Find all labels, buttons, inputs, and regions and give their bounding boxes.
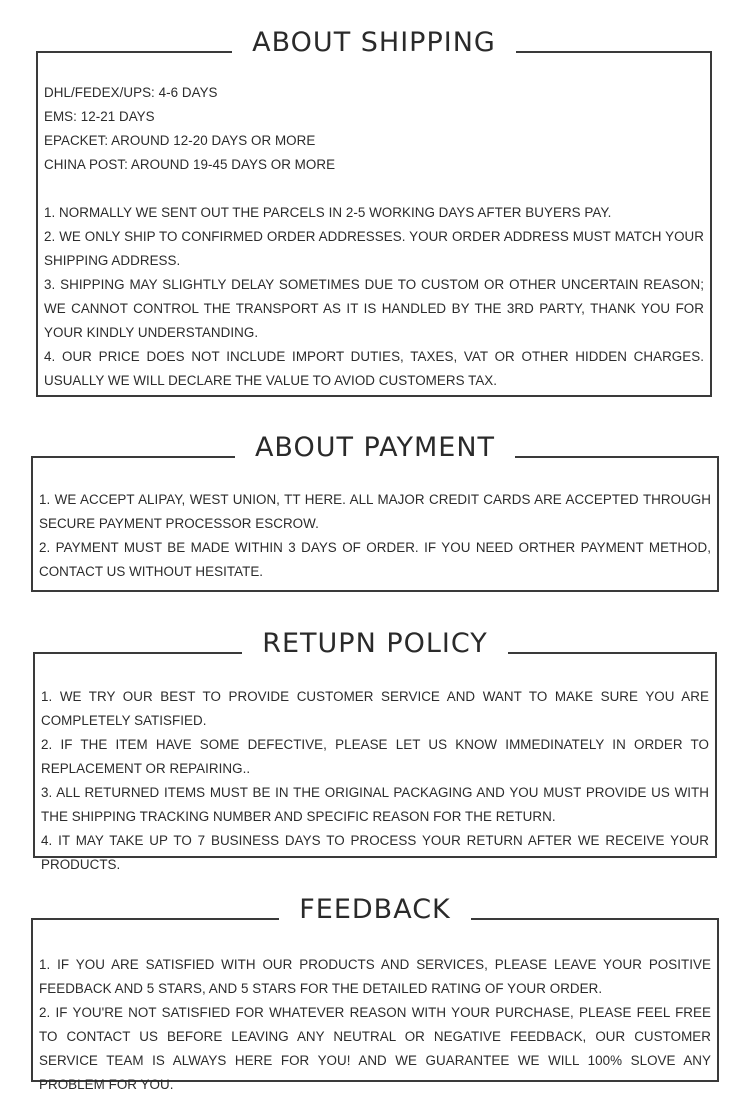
shipping-section (36, 27, 712, 397)
return-policy-note: 2. IF THE ITEM HAVE SOME DEFECTIVE, PLEASE LET US KNOW IMMEDINATELY IN ORDER TO REPLACEMENT OR REPAIRING.. (41, 737, 709, 776)
feedback-title-row (33, 890, 717, 930)
payment-title: ABOUT PAYMENT (235, 428, 515, 468)
feedback-title: FEEDBACK (279, 890, 471, 930)
shipping-method: EMS: 12-21 DAYS (44, 109, 155, 124)
shipping-body (44, 81, 704, 393)
payment-note: 1. WE ACCEPT ALIPAY, WEST UNION, TT HERE. ALL MAJOR CREDIT CARDS ARE ACCEPTED THROUGH SECURE PAYMENT PROCESSOR ESCROW. (39, 492, 711, 531)
feedback-note: 2. IF YOU'RE NOT SATISFIED FOR WHATEVER REASON WITH YOUR PURCHASE, PLEASE FEEL FREE TO CONTACT US BEFORE LEAVING ANY NEUTRAL OR NEGATIVE FEEDBACK, OUR CUSTOMER SERVICE TEAM IS ALWAYS HERE FOR YOU! AND WE GUARANTEE WE WILL 100% SLOVE ANY PROBLEM FOR YOU. (39, 1005, 711, 1092)
return-policy-note: 4. IT MAY TAKE UP TO 7 BUSINESS DAYS TO PROCESS YOUR RETURN AFTER WE RECEIVE YOUR PRODUCTS. (41, 833, 709, 872)
shipping-method: CHINA POST: AROUND 19-45 DAYS OR MORE (44, 157, 336, 172)
return-policy-body (41, 685, 709, 877)
shipping-title: ABOUT SHIPPING (232, 23, 516, 63)
return-policy-section (33, 628, 717, 872)
payment-body (39, 488, 711, 584)
return-policy-note: 1. WE TRY OUR BEST TO PROVIDE CUSTOMER SERVICE AND WANT TO MAKE SURE YOU ARE COMPLETELY SATISFIED. (41, 689, 709, 728)
shipping-method: DHL/FEDEX/UPS: 4-6 DAYS (44, 85, 218, 100)
shipping-note: 1. NORMALLY WE SENT OUT THE PARCELS IN 2-5 WORKING DAYS AFTER BUYERS PAY. (44, 205, 612, 220)
return-policy-note: 3. ALL RETURNED ITEMS MUST BE IN THE ORIGINAL PACKAGING AND YOU MUST PROVIDE US WITH THE SHIPPING TRACKING NUMBER AND SPECIFIC REASON FOR THE RETURN. (41, 785, 709, 824)
payment-note: 2. PAYMENT MUST BE MADE WITHIN 3 DAYS OF ORDER. IF YOU NEED ORTHER PAYMENT METHOD, CONTACT US WITHOUT HESITATE. (39, 540, 711, 579)
feedback-note: 1. IF YOU ARE SATISFIED WITH OUR PRODUCTS AND SERVICES, PLEASE LEAVE YOUR POSITIVE FEEDBACK AND 5 STARS, AND 5 STARS FOR THE DETAILED RATING OF YOUR ORDER. (39, 957, 711, 996)
feedback-body (39, 953, 711, 1097)
return-policy-title-row (35, 624, 715, 664)
shipping-note: 3. SHIPPING MAY SLIGHTLY DELAY SOMETIMES DUE TO CUSTOM OR OTHER UNCERTAIN REASON; WE CANNOT CONTROL THE TRANSPORT AS IT IS HANDLED BY THE 3RD PARTY, THANK YOU FOR YOUR KINDLY UNDERSTANDING. (44, 277, 704, 340)
shipping-note: 2. WE ONLY SHIP TO CONFIRMED ORDER ADDRESSES. YOUR ORDER ADDRESS MUST MATCH YOUR SHIPPING ADDRESS. (44, 229, 704, 268)
spacer (44, 177, 704, 201)
return-policy-title: RETUPN POLICY (242, 624, 508, 664)
payment-section (31, 432, 719, 592)
shipping-title-row (38, 23, 710, 63)
payment-title-row (33, 428, 717, 468)
shipping-method: EPACKET: AROUND 12-20 DAYS OR MORE (44, 133, 316, 148)
shipping-note: 4. OUR PRICE DOES NOT INCLUDE IMPORT DUTIES, TAXES, VAT OR OTHER HIDDEN CHARGES. USUALLY WE WILL DECLARE THE VALUE TO AVIOD CUSTOMERS TAX. (44, 349, 704, 388)
feedback-section (31, 894, 719, 1092)
